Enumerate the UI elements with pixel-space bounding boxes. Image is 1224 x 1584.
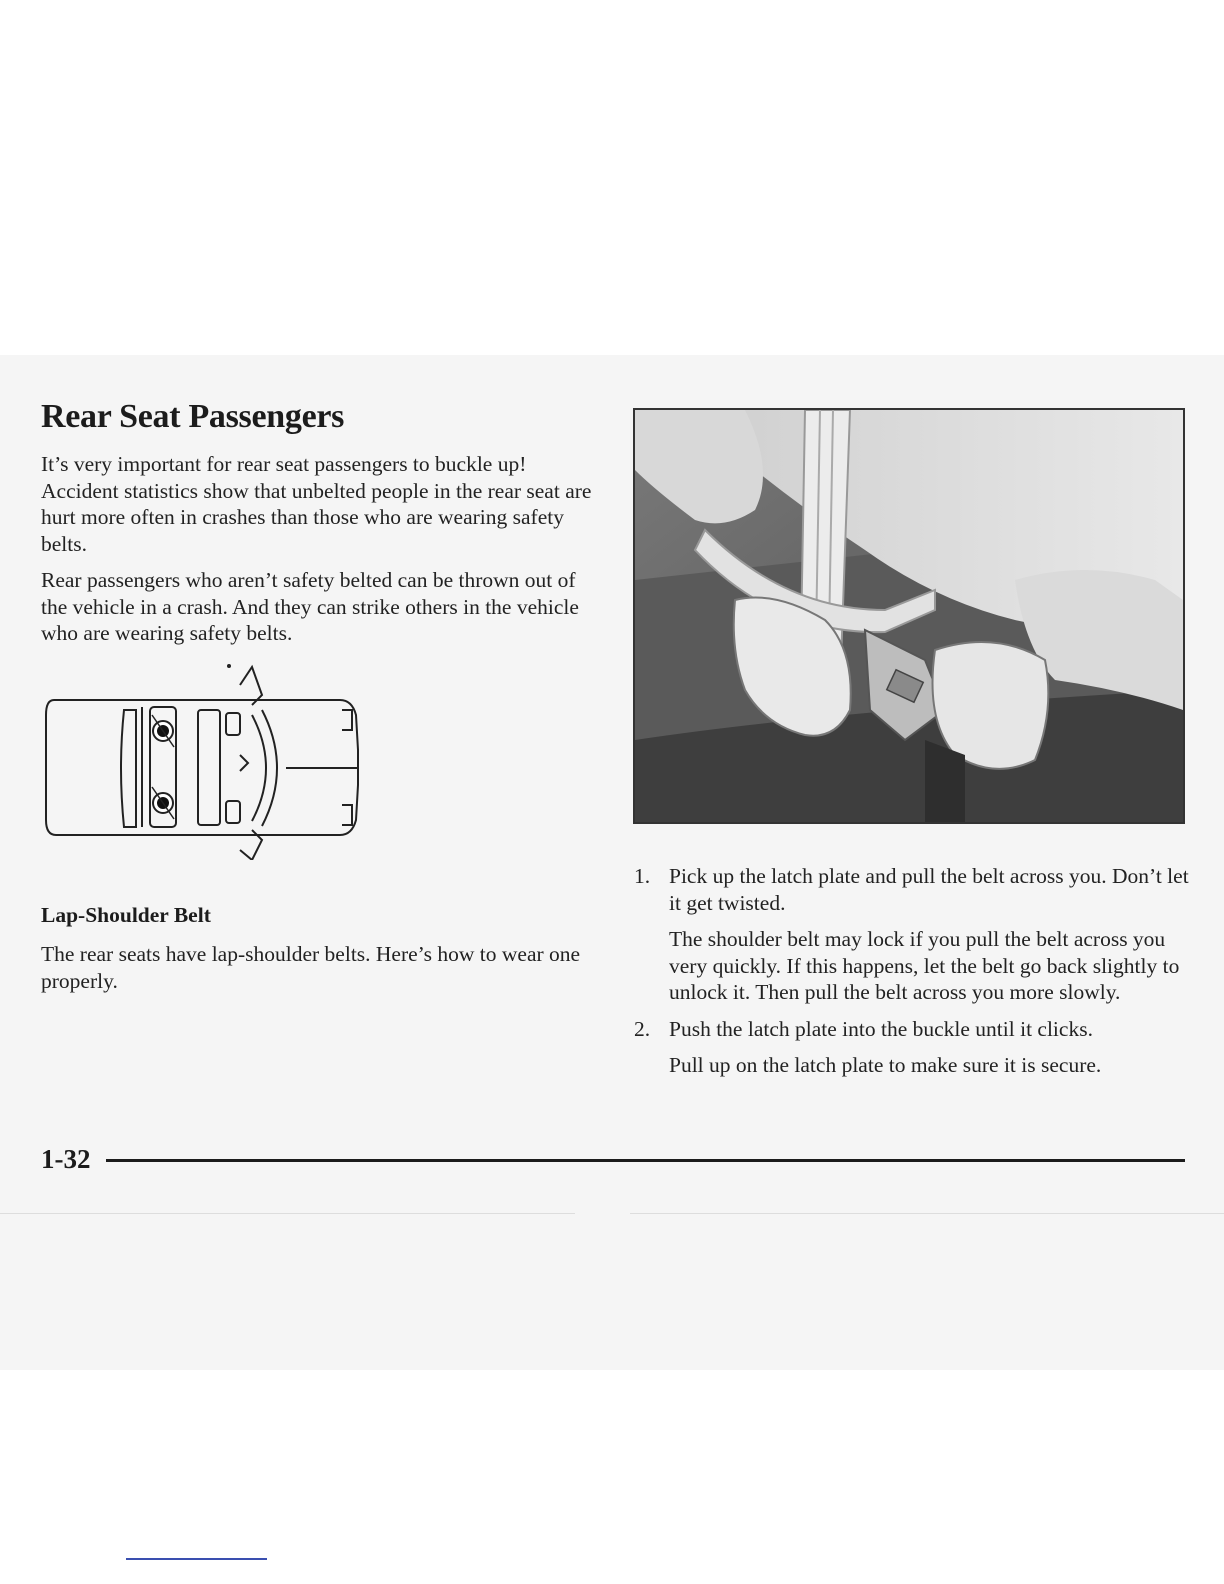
vehicle-top-view-rear-seats-icon [40, 655, 370, 860]
step-text: Push the latch plate into the buckle until it clicks. [669, 1016, 1093, 1041]
step-number: 1. [634, 864, 651, 888]
bottom-link-underline[interactable] [126, 1558, 267, 1560]
intro-paragraph: It’s very important for rear seat passengers to buckle up! Accident statistics show that unbelted people in the rear seat are hurt more often in crashes than those who are wearing safety belts. [41, 452, 592, 556]
section-subheading: Lap-Shoulder Belt [41, 903, 211, 927]
instruction-steps [634, 863, 1194, 1089]
step-text: Pick up the latch plate and pull the belt across you. Don’t let it get twisted. [669, 864, 1189, 915]
footer-rule [106, 1159, 1185, 1162]
step-note: The shoulder belt may lock if you pull the belt across you very quickly. If this happens, let the belt go back slightly to unlock it. Then pull the belt across you more slowly. [669, 927, 1180, 1004]
warning-paragraph: Rear passengers who aren’t safety belted can be thrown out of the vehicle in a crash. And they can strike others in the vehicle who are wearing safety belts. [41, 568, 579, 645]
scan-line [0, 1213, 575, 1214]
step-note: Pull up on the latch plate to make sure it is secure. [669, 1053, 1102, 1077]
page-title: Rear Seat Passengers [41, 398, 345, 435]
step-number: 2. [634, 1016, 651, 1041]
step-item [634, 1016, 1194, 1043]
step-item [634, 863, 1194, 916]
lap-shoulder-paragraph: The rear seats have lap-shoulder belts. Here’s how to wear one properly. [41, 942, 581, 993]
buckling-seat-belt-photo [633, 408, 1185, 824]
page-number: 1-32 [41, 1144, 91, 1174]
scan-line [630, 1213, 1224, 1214]
